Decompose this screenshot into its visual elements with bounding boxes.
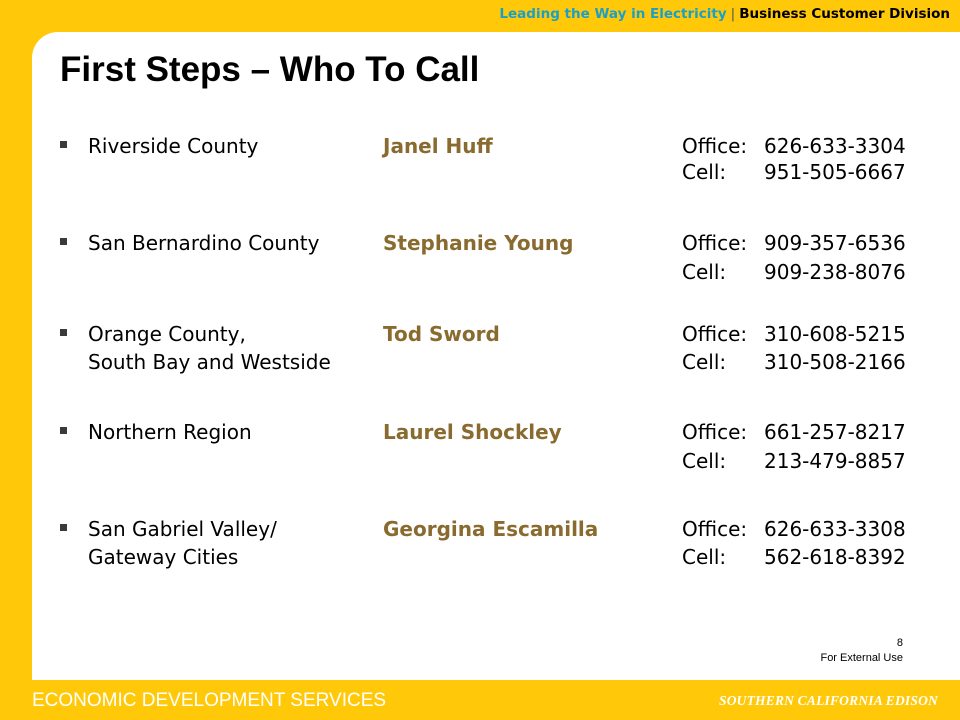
- tagline-division: Business Customer Division: [739, 6, 950, 22]
- tagline-separator: |: [730, 6, 736, 22]
- region-line: South Bay and Westside: [88, 350, 331, 374]
- bullet-icon: [60, 238, 67, 245]
- cell-label: Cell:: [682, 350, 727, 374]
- contact-name: Laurel Shockley: [383, 420, 562, 444]
- bullet-icon: [60, 524, 67, 531]
- office-phone: 626-633-3304: [764, 134, 906, 158]
- cell-label: Cell:: [682, 160, 727, 184]
- contact-region: [88, 132, 258, 160]
- page-number: 8: [896, 637, 903, 649]
- cell-phone: 562-618-8392: [764, 545, 906, 569]
- cell-phone: 310-508-2166: [764, 350, 906, 374]
- contact-name: Stephanie Young: [383, 231, 574, 255]
- office-phone: 310-608-5215: [764, 322, 906, 346]
- cell-label: Cell:: [682, 449, 727, 473]
- page-title: First Steps – Who To Call: [60, 50, 480, 89]
- office-label: Office:: [682, 420, 748, 444]
- region-line: San Gabriel Valley/: [88, 517, 277, 541]
- bullet-icon: [60, 141, 67, 148]
- office-label: Office:: [682, 517, 748, 541]
- footer-company: SOUTHERN CALIFORNIA EDISON: [718, 693, 938, 708]
- cell-phone: 909-238-8076: [764, 260, 906, 284]
- region-line: Orange County,: [88, 322, 246, 346]
- cell-label: Cell:: [682, 545, 727, 569]
- contact-region: [88, 515, 277, 571]
- external-use-label: For External Use: [820, 652, 903, 664]
- contact-entry: [0, 515, 960, 575]
- office-label: Office:: [682, 231, 748, 255]
- region-line: Gateway Cities: [88, 545, 239, 569]
- contact-entry: [0, 229, 960, 289]
- cell-label: Cell:: [682, 260, 727, 284]
- contact-region: [88, 320, 331, 376]
- contact-entry: [0, 320, 960, 380]
- cell-phone: 213-479-8857: [764, 449, 906, 473]
- contact-entry: [0, 418, 960, 478]
- contact-region: [88, 418, 252, 446]
- region-line: Northern Region: [88, 420, 252, 444]
- footer-department: ECONOMIC DEVELOPMENT SERVICES: [32, 690, 387, 711]
- office-phone: 909-357-6536: [764, 231, 906, 255]
- office-phone: 661-257-8217: [764, 420, 906, 444]
- office-label: Office:: [682, 134, 748, 158]
- contact-name: Janel Huff: [383, 134, 493, 158]
- bullet-icon: [60, 427, 67, 434]
- region-line: Riverside County: [88, 134, 259, 158]
- office-label: Office:: [682, 322, 748, 346]
- bullet-icon: [60, 329, 67, 336]
- office-phone: 626-633-3308: [764, 517, 906, 541]
- contact-entry: [0, 132, 960, 192]
- cell-phone: 951-505-6667: [764, 160, 906, 184]
- region-line: San Bernardino County: [88, 231, 320, 255]
- contact-region: [88, 229, 319, 257]
- header-tagline: [499, 6, 950, 22]
- contact-name: Tod Sword: [383, 322, 500, 346]
- tagline-lead: Leading the Way in Electricity: [499, 6, 727, 22]
- contact-name: Georgina Escamilla: [383, 517, 599, 541]
